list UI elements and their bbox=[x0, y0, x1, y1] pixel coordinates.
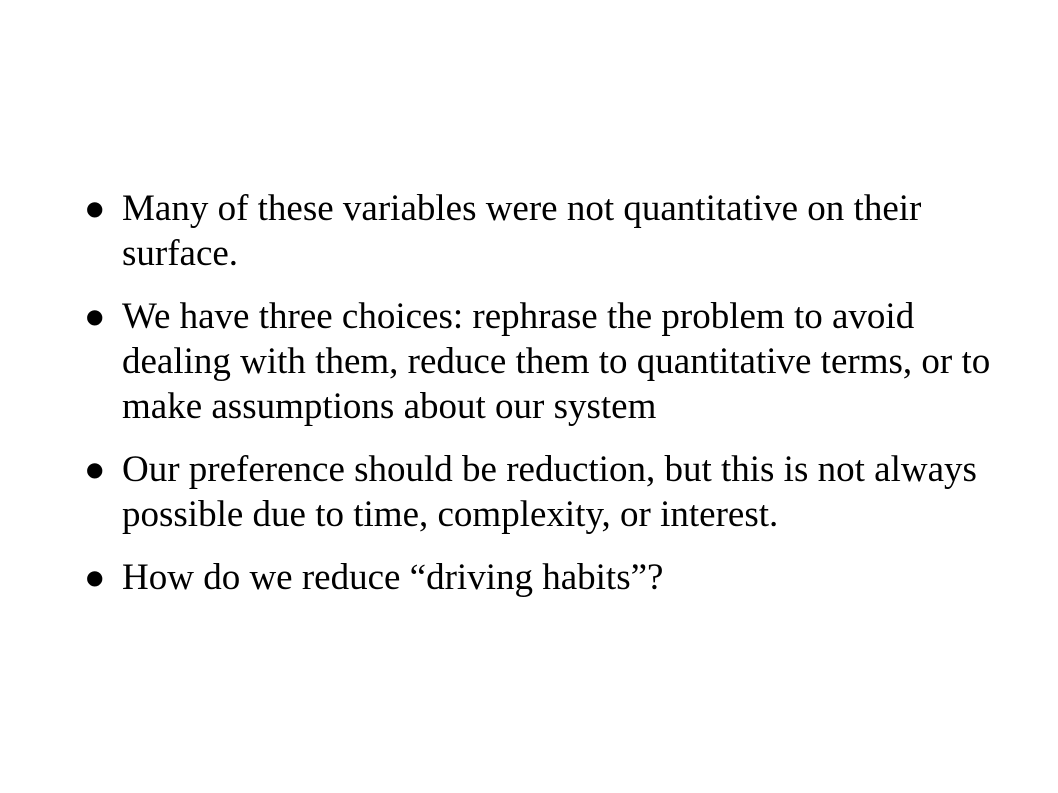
bullet-dot-icon: ● bbox=[86, 457, 104, 481]
bullet-item bbox=[86, 555, 996, 600]
bullet-dot-icon: ● bbox=[86, 304, 104, 328]
bullet-text: Many of these variables were not quantitative on their surface. bbox=[122, 188, 922, 274]
bullet-dot-icon: ● bbox=[86, 196, 104, 220]
bullet-item bbox=[86, 294, 996, 429]
bullet-text: How do we reduce “driving habits”? bbox=[122, 557, 664, 598]
bullet-text: We have three choices: rephrase the problem to avoid dealing with them, reduce them to quantitative terms, or to make assumptions about our system bbox=[122, 296, 991, 427]
bullet-item bbox=[86, 186, 996, 276]
bullet-text: Our preference should be reduction, but this is not always possible due to time, complexity, or interest. bbox=[122, 449, 977, 535]
bullet-list bbox=[86, 186, 996, 618]
bullet-item bbox=[86, 447, 996, 537]
bullet-dot-icon: ● bbox=[86, 565, 104, 589]
